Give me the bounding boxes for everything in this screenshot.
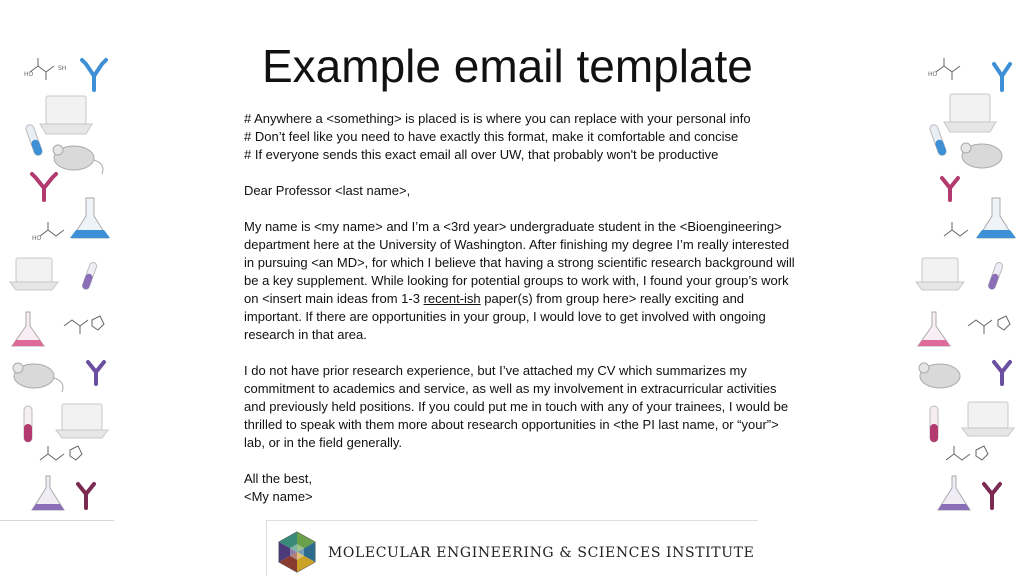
- svg-text:SH: SH: [58, 65, 67, 72]
- footer-divider-vertical: [266, 520, 267, 576]
- email-paragraph-intro: [244, 218, 844, 344]
- instruction-comment: # Don’t feel like you need to have exactly this format, make it comfortable and concise: [244, 129, 739, 144]
- laptop-icon: [962, 402, 1014, 436]
- instruction-comment: # Anywhere a <something> is placed is is where you can replace with your personal info: [244, 111, 751, 126]
- test-tube-icon: [929, 124, 947, 157]
- molecule-icon: [40, 446, 82, 460]
- flask-icon: [70, 198, 110, 238]
- right-decoration: [910, 0, 1024, 520]
- flask-icon: [938, 476, 970, 510]
- antibody-icon: [78, 484, 94, 508]
- molecule-icon: [946, 446, 988, 460]
- email-signature: <My name>: [244, 489, 313, 504]
- antibody-icon: [994, 64, 1010, 90]
- laptop-icon: [944, 94, 996, 132]
- molecule-icon: [64, 316, 104, 334]
- test-tube-icon: [81, 261, 97, 290]
- institute-logo-icon: [276, 530, 318, 579]
- test-tube-icon: [930, 406, 938, 442]
- flask-icon: [918, 312, 950, 346]
- flask-icon: [12, 312, 44, 346]
- para-text: paper(s) from group here> really exciting and important. If there are opportunities in your group, I would love to get involved with ongoing research in that area.: [244, 291, 766, 342]
- svg-text:HO: HO: [24, 71, 34, 78]
- left-decoration: [0, 0, 114, 521]
- molecule-icon: [24, 58, 66, 80]
- email-greeting: Dear Professor <last name>,: [244, 183, 411, 198]
- mouse-icon: [961, 143, 1002, 168]
- laptop-icon: [56, 404, 108, 438]
- mouse-icon: [13, 363, 63, 392]
- email-closing: All the best,: [244, 471, 312, 486]
- antibody-icon: [82, 60, 106, 90]
- svg-text:HO: HO: [32, 235, 42, 242]
- laptop-icon: [916, 258, 964, 290]
- email-paragraph-experience: I do not have prior research experience, but I’ve attached my CV which summarizes my commitment to academics and service, as well as my involvement in extracurricular activities and previously held positions. If you could put me in touch with any of your trainees, I would be thrilled to speak with them more about research opportunities in <the PI last name, or “your”> lab, or in the field generally.: [244, 363, 789, 450]
- mouse-icon: [919, 363, 960, 388]
- email-template: [244, 110, 844, 506]
- molecule-icon: [944, 222, 968, 236]
- para-text: My name is <my name> and I’m a <3rd year> undergraduate student in the <Bioengineering> department here at the University of Washington. After finishing my degree I’m really interested in pursuing <an MD>, for which I believe that having a strong scientific research background will be a key supplement. While looking for potential groups to work with, I found your group’s work on <insert main ideas from 1-3: [244, 219, 795, 306]
- antibody-icon: [88, 362, 104, 384]
- antibody-icon: [942, 178, 958, 200]
- laptop-icon: [40, 96, 92, 134]
- slide-title: Example email template: [262, 40, 753, 92]
- footer-divider: [266, 520, 758, 521]
- molecule-icon: [928, 58, 960, 80]
- flask-icon: [32, 476, 64, 510]
- mouse-icon: [53, 145, 103, 174]
- antibody-icon: [984, 484, 1000, 508]
- flask-icon: [976, 198, 1016, 238]
- antibody-icon: [32, 174, 56, 200]
- molecule-icon: [968, 316, 1010, 334]
- test-tube-icon: [25, 124, 43, 157]
- recent-ish-underlined: recent-ish: [423, 291, 481, 306]
- test-tube-icon: [24, 406, 32, 442]
- svg-text:HO: HO: [928, 71, 938, 78]
- molecule-icon: [32, 222, 64, 242]
- institute-name: MOLECULAR ENGINEERING & SCIENCES INSTITUTE: [328, 545, 755, 561]
- laptop-icon: [10, 258, 58, 290]
- instruction-comment: # If everyone sends this exact email all over UW, that probably won't be productive: [244, 147, 719, 162]
- test-tube-icon: [987, 261, 1003, 290]
- antibody-icon: [994, 362, 1010, 384]
